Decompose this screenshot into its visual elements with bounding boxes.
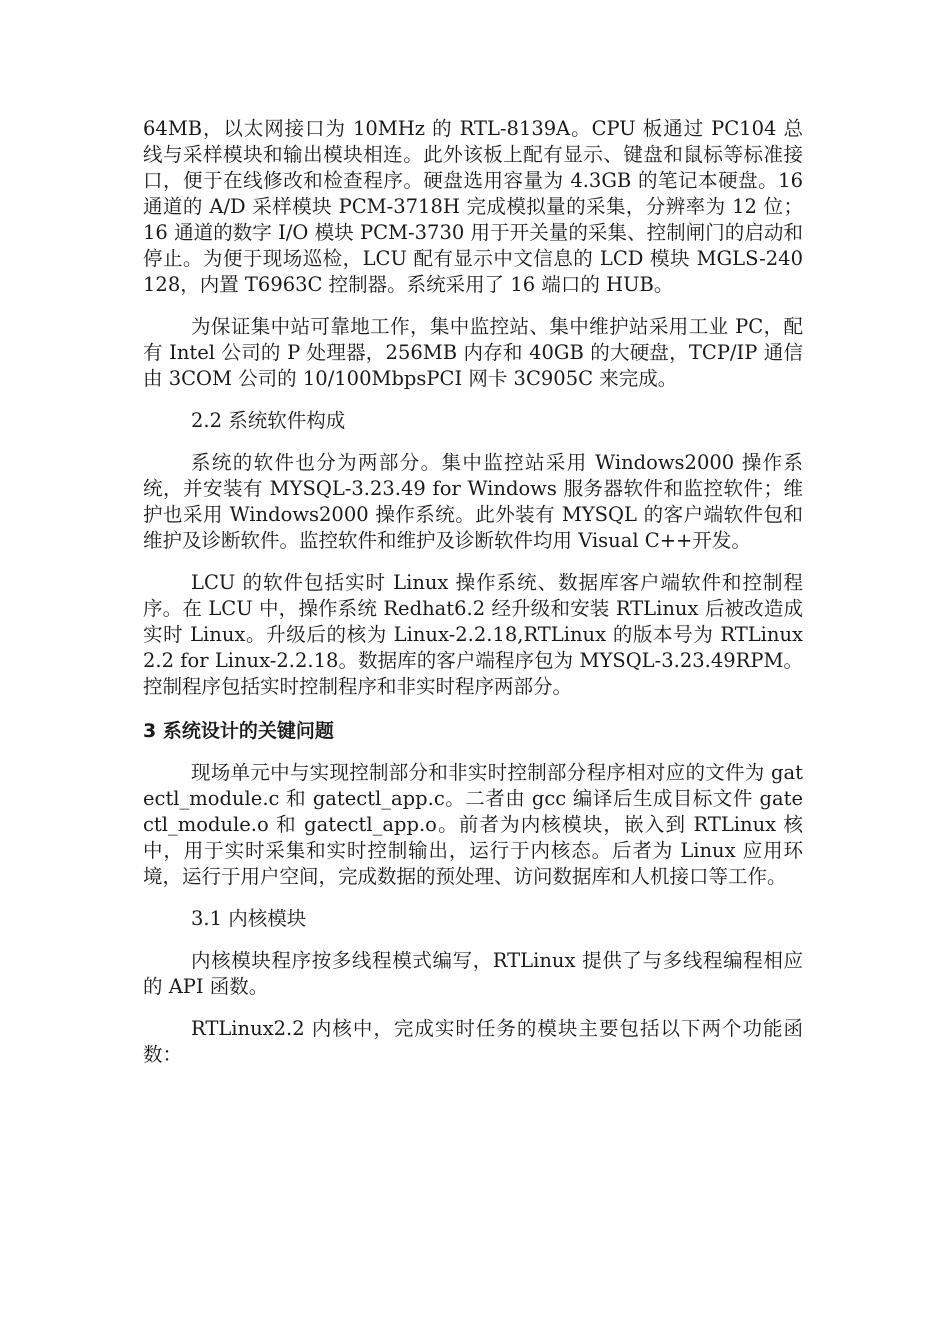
paragraph-hardware-cpu: 64MB，以太网接口为 10MHz 的 RTL-8139A。CPU 板通过 PC104 总线与采样模块和输出模块相连。此外该板上配有显示、键盘和鼠标等标准接口，便于在线修改和检查程序。硬盘选用容量为 4.3GB 的笔记本硬盘。16 通道的 A/D 采样模块 PCM-3718H 完成模拟量的采集，分辨率为 12 位；16 通道的数字 I/O 模块 PCM-3730 用于开关量的采集、控制闸门的启动和停止。为便于现场巡检，LCU 配有显示中文信息的 LCD 模块 MGLS-240128，内置 T6963C 控制器。系统采用了 16 端口的 HUB。 [143,117,803,296]
paragraph-lcu-software: LCU 的软件包括实时 Linux 操作系统、数据库客户端软件和控制程序。在 LCU 中，操作系统 Redhat6.2 经升级和安装 RTLinux 后被改造成实时 Linux。升级后的核为 Linux-2.2.18,RTLinux 的版本号为 RTLinux2.2 for Linux-2.2.18。数据库的客户端程序包为 MYSQL-3.23.49RPM。控制程序包括实时控制程序和非实时程序两部分。 [143,571,803,698]
paragraph-rtlinux-functions: RTLinux2.2 内核中，完成实时任务的模块主要包括以下两个功能函数： [143,1017,803,1066]
section-heading-3: 3 系统设计的关键问题 [143,720,334,742]
document-page [143,116,803,1068]
paragraph-kernel-module: 内核模块程序按多线程模式编写，RTLinux 提供了与多线程编程相应的 API 函数。 [143,949,803,998]
section-heading-2-2: 2.2 系统软件构成 [191,409,346,432]
paragraph-software-overview: 系统的软件也分为两部分。集中监控站采用 Windows2000 操作系统，并安装有 MYSQL-3.23.49 for Windows 服务器软件和监控软件；维护也采用 Windows2000 操作系统。此外装有 MYSQL 的客户端软件包和维护及诊断软件。监控软件和维护及诊断软件均用 Visual C++开发。 [143,451,803,552]
paragraph-central-station: 为保证集中站可靠地工作，集中监控站、集中维护站采用工业 PC，配有 Intel 公司的 P 处理器，256MB 内存和 40GB 的大硬盘，TCP/IP 通信由 3COM 公司的 10/100MbpsPCI 网卡 3C905C 来完成。 [143,315,803,390]
paragraph-field-unit-files: 现场单元中与实现控制部分和非实时控制部分程序相对应的文件为 gatectl_module.c 和 gatectl_app.c。二者由 gcc 编译后生成目标文件 gatectl_module.o 和 gatectl_app.o。前者为内核模块，嵌入到 RTLinux 核中，用于实时采集和实时控制输出，运行于内核态。后者为 Linux 应用环境，运行于用户空间，完成数据的预处理、访问数据库和人机接口等工作。 [143,761,803,888]
section-heading-3-1: 3.1 内核模块 [191,907,307,930]
